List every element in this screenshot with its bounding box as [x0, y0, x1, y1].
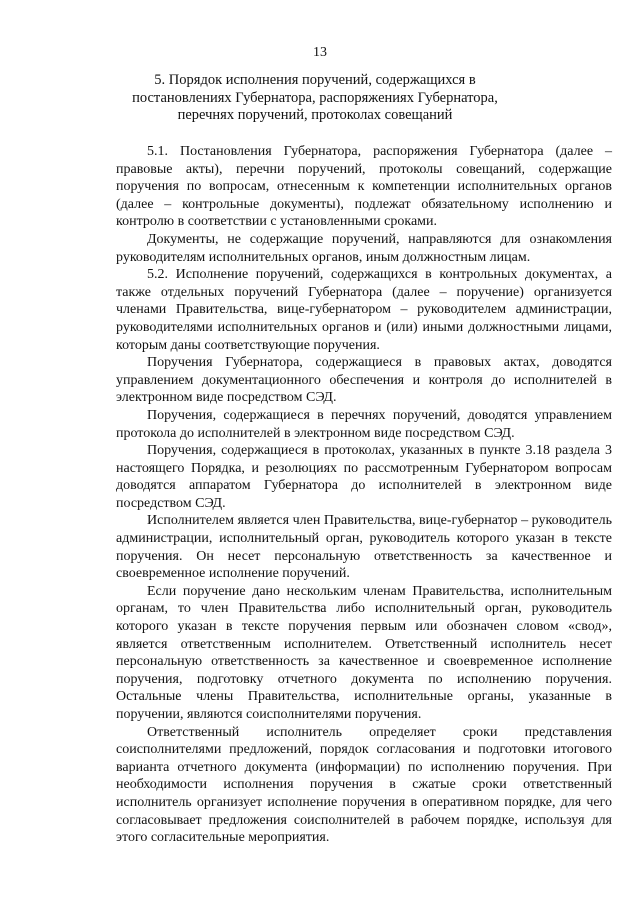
- paragraph-orders-lists: Поручения, содержащиеся в перечнях поручений, доводятся управлением протокола до исполнителей в электронном виде посредством СЭД.: [116, 407, 612, 441]
- paragraph-governor-orders: Поручения Губернатора, содержащиеся в правовых актах, доводятся управлением документационного обеспечения и контроля до исполнителей в электронном виде посредством СЭД.: [116, 355, 612, 406]
- section-title: 5. Порядок исполнения поручений, содержащихся в постановлениях Губернатора, распоряжениях Губернатора, перечнях поручений, протоколах совещаний: [132, 72, 498, 123]
- page-number: 13: [313, 45, 327, 60]
- paragraph-executor: Исполнителем является член Правительства, вице-губернатор – руководитель администрации, исполнительный орган, руководитель которого указан в тексте поручения. Он несет персональную ответственность за качественное и своевременное исполнение поручений.: [116, 513, 612, 582]
- paragraph-5-2: 5.2. Исполнение поручений, содержащихся в контрольных документах, а также отдельных поручений Губернатора (далее – поручение) организуется членами Правительства, вице-губернатором – руководителем администрации, руководителями исполнительных органов и (или) иными должностными лицами, которым даны соответствующие поручения.: [116, 267, 612, 353]
- paragraph-5-1: 5.1. Постановления Губернатора, распоряжения Губернатора (далее – правовые акты), перечни поручений, протоколы совещаний, содержащие поручения по вопросам, отнесенным к компетенции исполнительных органов (далее – контрольные документы), подлежат обязательному исполнению и контролю в соответствии с установленными сроками.: [116, 144, 612, 230]
- paragraph-multiple-executors: Если поручение дано нескольким членам Правительства, исполнительным органам, то член Правительства либо исполнительный орган, руководитель которого указан в тексте поручения первым или обозначен словом «свод», является ответственным исполнителем. Ответственный исполнитель несет персональную ответственность за качественное и своевременное исполнение поручения, подготовку отчетного документа по исполнению поручения. Остальные члены Правительства, исполнительные органы, указанные в поручении, являются соисполнителями поручения.: [116, 583, 612, 722]
- paragraph-documents-without-orders: Документы, не содержащие поручений, направляются для ознакомления руководителям исполнительных органов, иным должностным лицам.: [116, 231, 612, 265]
- document-body: [116, 143, 612, 847]
- paragraph-protocol-orders: Поручения, содержащиеся в протоколах, указанных в пункте 3.18 раздела 3 настоящего Порядка, и резолюциях по рассмотренным Губернатором вопросам доводятся аппаратом Губернатора до исполнителей в электронном виде посредством СЭД.: [116, 443, 612, 511]
- paragraph-responsible-executor: Ответственный исполнитель определяет сроки представления соисполнителями предложений, порядок согласования и подготовки итогового варианта отчетного документа (информации) по исполнению поручения. При необходимости исполнения поручения в сжатые сроки ответственный исполнитель организует исполнение поручения в оперативном порядке, для чего согласовывает предложения соисполнителей в рабочем порядке, используя для этого согласительные мероприятия.: [116, 724, 612, 846]
